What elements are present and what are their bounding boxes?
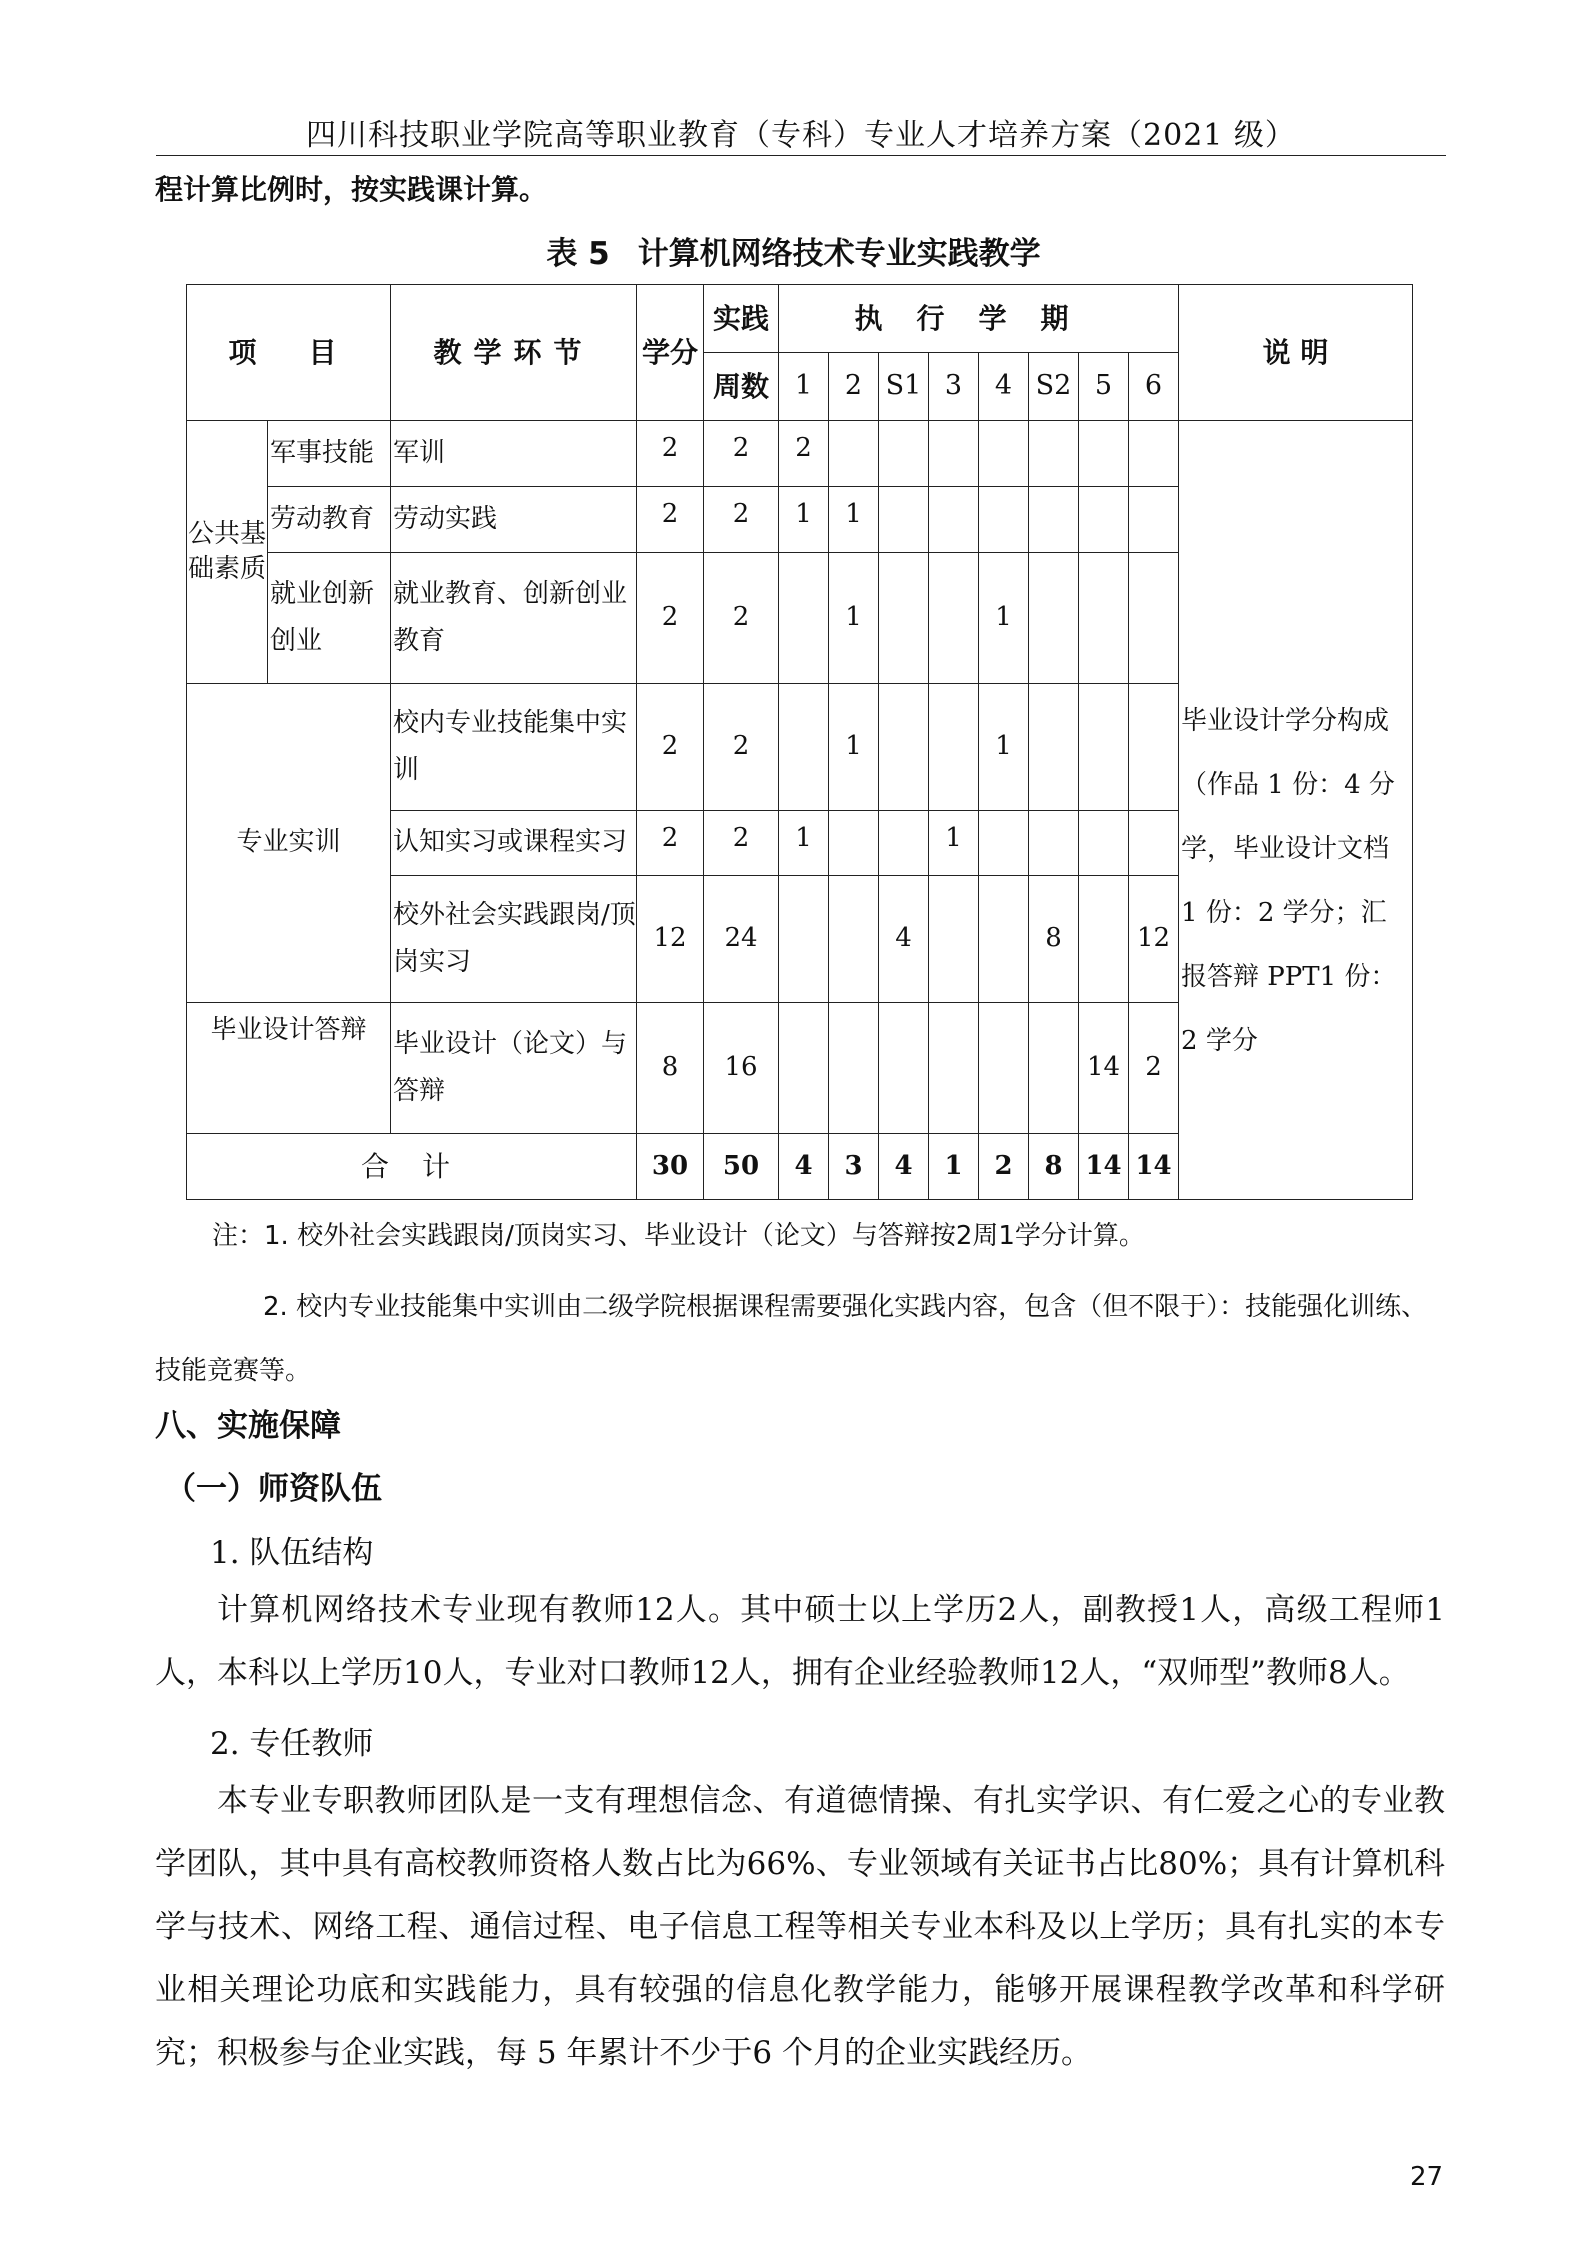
header-semester: 6 xyxy=(1129,353,1179,421)
row-sem-cell xyxy=(879,487,929,553)
header-semester: 5 xyxy=(1079,353,1129,421)
row-sem-cell xyxy=(1079,553,1129,684)
row-sem-cell xyxy=(779,553,829,684)
practice-teaching-table xyxy=(186,284,1413,1200)
header-item: 项 目 xyxy=(187,285,391,421)
row-credits: 8 xyxy=(637,1003,704,1134)
row-sem-cell xyxy=(979,421,1029,487)
row-sem-cell xyxy=(829,811,879,876)
header-credits: 学分 xyxy=(637,285,704,421)
row-sem-cell xyxy=(1029,1003,1079,1134)
paragraph-full-time-teachers: 本专业专职教师团队是一支有理想信念、有道德情操、有扎实学识、有仁爱之心的专业教学团队，其中具有高校教师资格人数占比为66%、专业领域有关证书占比80%；具有计算机科学与技术、网络工程、通信过程、电子信息工程等相关专业本科及以上学历；具有扎实的本专业相关理论功底和实践能力，具有较强的信息化教学能力，能够开展课程教学改革和科学研究；积极参与企业实践，每 5 年累计不少于6 个月的企业实践经历。 xyxy=(155,1783,1445,2071)
row-sem-cell: 1 xyxy=(979,684,1029,811)
row-weeks: 2 xyxy=(704,487,779,553)
remarks-text: 毕业设计学分构成（作品 1 份：4 分学，毕业设计文档 1 份：2 学分；汇报答辩 PPT1 份：2 学分 xyxy=(1181,706,1397,1056)
header-semester: S1 xyxy=(879,353,929,421)
row-credits: 2 xyxy=(637,487,704,553)
row-sem-cell xyxy=(1129,553,1179,684)
row-sem-cell xyxy=(1029,487,1079,553)
row-weeks: 24 xyxy=(704,876,779,1003)
row-sem-cell xyxy=(879,684,929,811)
row-weeks: 2 xyxy=(704,811,779,876)
page-number: 27 xyxy=(1410,2162,1444,2192)
row-sem-cell xyxy=(929,421,979,487)
row-sem-cell xyxy=(979,487,1029,553)
row-sem-cell xyxy=(879,1003,929,1134)
lead-text: 程计算比例时，按实践课计算。 xyxy=(155,173,548,206)
row-sem-cell xyxy=(1029,811,1079,876)
total-sem-cell: 8 xyxy=(1029,1134,1079,1200)
header-rule xyxy=(156,155,1446,156)
table-caption xyxy=(0,228,1587,273)
row-sem-cell xyxy=(1079,487,1129,553)
row-link: 校内专业技能集中实训 xyxy=(391,684,637,811)
header-weeks-line1: 实践 xyxy=(704,285,779,353)
total-credits: 30 xyxy=(637,1134,704,1200)
row-link: 就业教育、创新创业教育 xyxy=(391,553,637,684)
total-sem-cell: 4 xyxy=(779,1134,829,1200)
row-sem-cell xyxy=(1129,811,1179,876)
row-sem-cell xyxy=(1079,684,1129,811)
row-sem-cell xyxy=(929,487,979,553)
row-sem-cell: 1 xyxy=(929,811,979,876)
row-sem-cell xyxy=(929,684,979,811)
row-link: 校外社会实践跟岗/顶岗实习 xyxy=(391,876,637,1003)
header-remarks: 说 明 xyxy=(1179,285,1413,421)
row-sem-cell xyxy=(829,421,879,487)
table-caption-title: 计算机网络技术专业实践教学 xyxy=(637,236,1041,272)
row-sem-cell: 4 xyxy=(879,876,929,1003)
row-sem-cell xyxy=(979,1003,1029,1134)
row-sem-cell xyxy=(1079,421,1129,487)
row-sem-cell: 2 xyxy=(779,421,829,487)
row-sem-cell xyxy=(1129,421,1179,487)
table-caption-number: 表 5 xyxy=(546,236,610,272)
row-sem-cell xyxy=(879,811,929,876)
row-sem-cell xyxy=(979,876,1029,1003)
header-semester: 2 xyxy=(829,353,879,421)
row-sem-cell xyxy=(879,421,929,487)
row-sem-cell xyxy=(829,876,879,1003)
paragraph-team-structure: 计算机网络技术专业现有教师12人。其中硕士以上学历2人，副教授1人，高级工程师1人，本科以上学历10人，专业对口教师12人，拥有企业经验教师12人，“双师型”教师8人。 xyxy=(155,1592,1445,1691)
group-public: 公共基础素质 xyxy=(187,421,268,684)
row-sem-cell: 1 xyxy=(779,487,829,553)
total-sem-cell: 4 xyxy=(879,1134,929,1200)
row-sem-cell: 2 xyxy=(1129,1003,1179,1134)
row-weeks: 2 xyxy=(704,553,779,684)
row-sem-cell: 1 xyxy=(829,487,879,553)
row-link: 认知实习或课程实习 xyxy=(391,811,637,876)
row-sem-cell: 14 xyxy=(1079,1003,1129,1134)
row-link: 毕业设计（论文）与答辩 xyxy=(391,1003,637,1134)
total-sem-cell: 2 xyxy=(979,1134,1029,1200)
row-subcategory: 劳动教育 xyxy=(268,487,391,553)
header-semester: 1 xyxy=(779,353,829,421)
row-link: 劳动实践 xyxy=(391,487,637,553)
header-weeks-line2: 周数 xyxy=(704,353,779,421)
row-link: 军训 xyxy=(391,421,637,487)
row-sem-cell xyxy=(1129,487,1179,553)
header-semester: S2 xyxy=(1029,353,1079,421)
total-sem-cell: 3 xyxy=(829,1134,879,1200)
row-sem-cell xyxy=(979,811,1029,876)
row-sem-cell xyxy=(879,553,929,684)
table-note-1: 注：1. 校外社会实践跟岗/顶岗实习、毕业设计（论文）与答辩按2周1学分计算。 xyxy=(212,1221,1145,1251)
header-semester: 3 xyxy=(929,353,979,421)
row-sem-cell xyxy=(779,1003,829,1134)
row-sem-cell xyxy=(779,684,829,811)
table-note-2: 2. 校内专业技能集中实训由二级学院根据课程需要强化实践内容，包含（但不限于）：技能强化训练、技能竞赛等。 xyxy=(155,1292,1428,1386)
row-sem-cell xyxy=(929,553,979,684)
row-subcategory: 军事技能 xyxy=(268,421,391,487)
total-label: 合 计 xyxy=(187,1134,637,1200)
row-credits: 12 xyxy=(637,876,704,1003)
row-sem-cell: 8 xyxy=(1029,876,1079,1003)
row-subcategory: 就业创新创业 xyxy=(268,553,391,684)
section-heading-8-1: （一）师资队伍 xyxy=(165,1471,382,1507)
group-graduation: 毕业设计答辩 xyxy=(187,1003,391,1134)
total-sem-cell: 1 xyxy=(929,1134,979,1200)
header-semester: 4 xyxy=(979,353,1029,421)
header-link: 教学环节 xyxy=(391,285,637,421)
row-credits: 2 xyxy=(637,684,704,811)
row-sem-cell: 1 xyxy=(979,553,1029,684)
row-weeks: 2 xyxy=(704,421,779,487)
row-sem-cell xyxy=(929,876,979,1003)
row-sem-cell xyxy=(829,1003,879,1134)
row-credits: 2 xyxy=(637,421,704,487)
row-sem-cell xyxy=(1029,684,1079,811)
group-professional: 专业实训 xyxy=(187,684,391,1003)
row-sem-cell xyxy=(1079,811,1129,876)
row-weeks: 2 xyxy=(704,684,779,811)
row-credits: 2 xyxy=(637,553,704,684)
row-sem-cell xyxy=(1029,421,1079,487)
row-credits: 2 xyxy=(637,811,704,876)
subheading-full-time-teachers: 2. 专任教师 xyxy=(210,1726,374,1762)
row-sem-cell xyxy=(1079,876,1129,1003)
row-weeks: 16 xyxy=(704,1003,779,1134)
row-sem-cell: 12 xyxy=(1129,876,1179,1003)
total-weeks: 50 xyxy=(704,1134,779,1200)
row-sem-cell: 1 xyxy=(829,684,879,811)
section-heading-8: 八、实施保障 xyxy=(155,1408,341,1444)
row-sem-cell xyxy=(1029,553,1079,684)
row-sem-cell: 1 xyxy=(829,553,879,684)
row-sem-cell xyxy=(779,876,829,1003)
remarks-cell xyxy=(1179,421,1413,1200)
row-sem-cell xyxy=(929,1003,979,1134)
total-sem-cell: 14 xyxy=(1129,1134,1179,1200)
header-semester-title: 执行学期 xyxy=(779,285,1179,353)
row-sem-cell xyxy=(1129,684,1179,811)
subheading-team-structure: 1. 队伍结构 xyxy=(210,1535,374,1571)
row-sem-cell: 1 xyxy=(779,811,829,876)
total-sem-cell: 14 xyxy=(1079,1134,1129,1200)
page-header-title: 四川科技职业学院高等职业教育（专科）专业人才培养方案（2021 级） xyxy=(306,118,1296,153)
